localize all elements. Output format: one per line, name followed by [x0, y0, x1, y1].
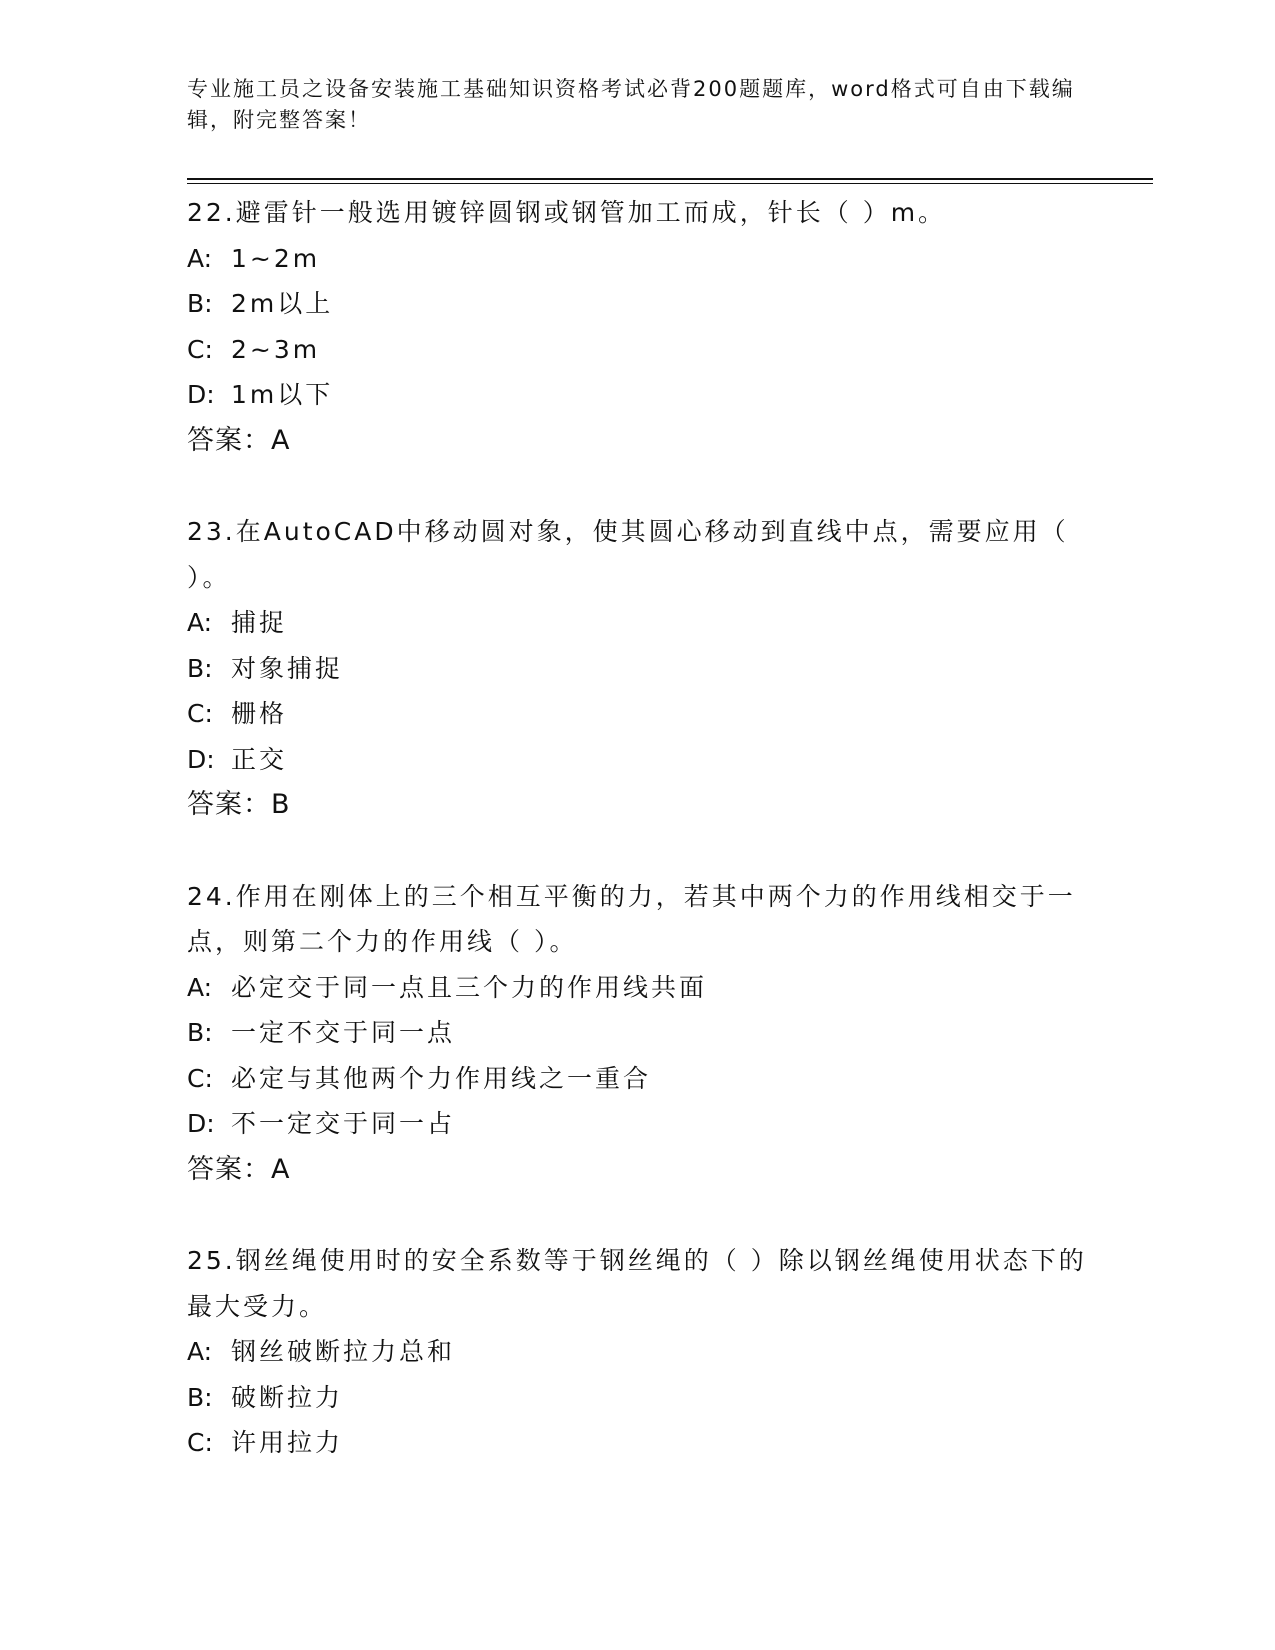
- option-letter: C:: [187, 699, 213, 728]
- option-letter: B:: [187, 1018, 213, 1047]
- option-b: [187, 1375, 1087, 1421]
- header-divider-thick: [187, 178, 1153, 180]
- option-text: 2~3m: [231, 334, 321, 364]
- option-text: 捕捉: [231, 608, 288, 637]
- option-text: 必定交于同一点且三个力的作用线共面: [231, 972, 708, 1002]
- option-letter: C:: [187, 1063, 213, 1093]
- option-c: [187, 327, 1087, 373]
- header-intro-text: 专业施工员之设备安装施工基础知识资格考试必背200题题库，word格式可自由下载编辑，附完整答案！: [187, 77, 1075, 132]
- option-letter: B:: [187, 653, 213, 683]
- question-22: [187, 190, 1087, 463]
- option-letter: B:: [187, 289, 213, 318]
- question-list: [187, 190, 1087, 1512]
- option-a: [187, 1329, 1087, 1375]
- option-text: 许用拉力: [231, 1428, 344, 1457]
- option-text: 一定不交于同一点: [231, 1018, 456, 1047]
- option-text: 不一定交于同一占: [231, 1109, 456, 1138]
- option-b: [187, 1010, 1087, 1056]
- question-text: 25.钢丝绳使用时的安全系数等于钢丝绳的（ ）除以钢丝绳使用状态下的最大受力。: [187, 1246, 1087, 1321]
- option-letter: C:: [187, 1428, 213, 1457]
- option-letter: D:: [187, 1109, 215, 1138]
- option-b: [187, 646, 1087, 692]
- option-text: 栅格: [231, 699, 288, 728]
- option-a: [187, 965, 1087, 1011]
- option-c: [187, 1420, 1087, 1466]
- option-text: 钢丝破断拉力总和: [231, 1337, 456, 1366]
- answer-line: 答案：A: [187, 424, 291, 456]
- question-23: [187, 509, 1087, 828]
- option-letter: A:: [187, 972, 213, 1002]
- question-text: 23.在AutoCAD中移动圆对象，使其圆心移动到直线中点，需要应用（ ）。: [187, 517, 1069, 592]
- option-d: [187, 1101, 1087, 1147]
- question-text: 22.避雷针一般选用镀锌圆钢或钢管加工而成，针长（ ）m。: [187, 198, 947, 227]
- option-a: [187, 600, 1087, 646]
- option-text: 对象捕捉: [231, 653, 344, 683]
- question-25: [187, 1238, 1087, 1466]
- option-c: [187, 691, 1087, 737]
- answer-line: 答案：B: [187, 789, 291, 820]
- option-letter: A:: [187, 608, 213, 637]
- option-letter: C:: [187, 334, 213, 364]
- option-text: 1~2m: [231, 243, 321, 273]
- option-letter: A:: [187, 1337, 213, 1366]
- option-d: [187, 372, 1087, 418]
- option-letter: B:: [187, 1382, 213, 1412]
- option-b: [187, 281, 1087, 327]
- option-letter: A:: [187, 243, 213, 273]
- option-letter: D:: [187, 380, 215, 409]
- option-text: 正交: [231, 744, 288, 774]
- option-text: 必定与其他两个力作用线之一重合: [231, 1063, 652, 1093]
- header-divider-thin: [187, 183, 1153, 184]
- question-text: 24.作用在刚体上的三个相互平衡的力，若其中两个力的作用线相交于一点，则第二个力的作用线（ ）。: [187, 881, 1076, 956]
- option-a: [187, 236, 1087, 282]
- answer-line: 答案：A: [187, 1153, 291, 1185]
- option-letter: D:: [187, 744, 215, 774]
- option-text: 破断拉力: [231, 1382, 344, 1412]
- option-c: [187, 1056, 1087, 1102]
- document-header: [187, 74, 1087, 136]
- question-24: [187, 874, 1087, 1193]
- option-text: 1m以下: [231, 380, 334, 409]
- option-text: 2m以上: [231, 289, 334, 318]
- option-d: [187, 737, 1087, 783]
